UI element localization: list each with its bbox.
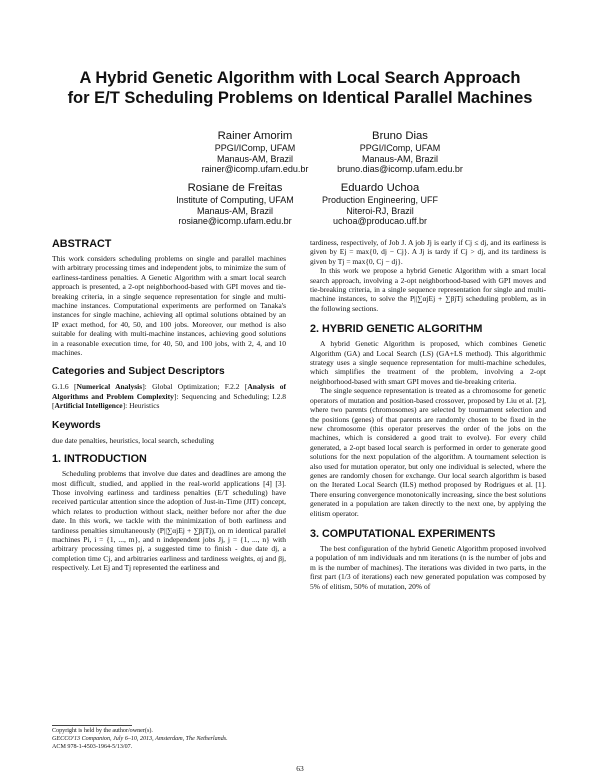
- title-line-2: for E/T Scheduling Problems on Identical Parallel Machines: [67, 89, 533, 107]
- author-email: rosiane@icomp.ufam.edu.br: [178, 216, 292, 227]
- category-rest: ]: Sequencing and Scheduling; I.2.8 [: [52, 391, 287, 411]
- category-rest: ]: Global Optimization; F.2.2 [: [142, 382, 248, 392]
- section-3-paragraph: The best configuration of the hybrid Genetic Algorithm proposed involved a population of nm individuals and nm iterations (n is the number of jobs and m is the number of machines). The iterations was divided in two parts, in the first part (1/3 of iterations) each new generated population was composed by 5% of elitism, 50% of mutation, 20% of: [310, 543, 546, 591]
- category-bold: Artificial Intelligence: [54, 401, 123, 411]
- title-line-1: A Hybrid Genetic Algorithm with Local Search Approach: [79, 69, 521, 87]
- category-bold: Numerical Analysis: [76, 382, 143, 392]
- footnote-rule: [52, 725, 132, 726]
- author-affiliation: Institute of Computing, UFAM: [176, 195, 294, 205]
- author-location: Manaus-AM, Brazil: [196, 205, 274, 216]
- right-column: [310, 238, 546, 591]
- author-block-4: [295, 182, 465, 227]
- left-column: [52, 238, 286, 573]
- author-block-2: [310, 130, 490, 175]
- copyright-footnote: [52, 728, 302, 751]
- author-email: uchoa@producao.uff.br: [332, 216, 428, 227]
- keywords-heading: Keywords: [52, 419, 101, 431]
- author-email: rainer@icomp.ufam.edu.br: [201, 164, 309, 175]
- section-2-paragraph-1: A hybrid Genetic Algorithm is proposed, which combines Genetic Algorithm (GA) and Local Search (LS) (GA+LS method). This algorithmic strategy uses a single sequence representation for multi-machine schedules, which simplifies the treatment of the problem, involving a 2-opt neighborhood-based with smart GPI moves and tie-breaking criteria.: [310, 339, 546, 386]
- category-code: G.1.6 [: [52, 382, 77, 392]
- introduction-heading: 1. INTRODUCTION: [52, 453, 147, 466]
- section-2-paragraph-2: The single sequence representation is treated as a chromosome for genetic operators of mutation and position-based crossover, proposed by Liu et al. [2], where two parents (chromosomes) are selected by tournament selection and the positions (genes) of that parents are randomly chosen to be fixed in the new chromosome (this operator preserves the order of the jobs on the machines, which is considered a good trait to evolve). For every child generated, a 2-opt based local search is performed in order to generate good solutions for the next population of the algorithm. A tournament selection is also used for mutation operator, but only one individual is selected, where the genes are randomly chosen for exchange. Our local search algorithm is based on the Iterated Local Search (ILS) method proposed by Rodrigues et al. [1]. There ensuring convergence monotonically increasing, since the best solutions generated in a population are taken directly to the next one, by applying the elitism operator.: [310, 386, 546, 518]
- acm-isbn-line: ACM 978-1-4503-1964-5/13/07.: [52, 743, 133, 750]
- author-affiliation: PPGI/IComp, UFAM: [359, 143, 441, 153]
- author-name: Rosiane de Freitas: [187, 182, 283, 194]
- author-location: Niteroi-RJ, Brazil: [346, 205, 414, 216]
- intro-proposal-paragraph: In this work we propose a hybrid Genetic Algorithm with a smart local search approach, involving a 2-opt neighborhood-based with GPI moves and tie-breaking criteria, in a single sequence representation for single and multi-machine instances, to solve the P||∑αjEj + ∑βjTj scheduling problem, as in the following sections.: [310, 266, 546, 313]
- section-2-heading: 2. HYBRID GENETIC ALGORITHM: [310, 323, 483, 336]
- paper-title: [40, 68, 560, 108]
- author-affiliation: Production Engineering, UFF: [321, 195, 439, 205]
- introduction-paragraph: Scheduling problems that involve due dates and deadlines are among the most difficult, studied, and applied in the real-world applications [4] [3]. Those involving earliness and tardiness penalties (E/T scheduling) have received particular attention since the adoption of Just-in-Time (JIT) concept, which relates to production without slack, neither before nor after the due date. In this work, we tackle with the minimization of both earliness and tardiness penalties simultaneously (P||∑αjEj + ∑βjTj), on m identical parallel machines Pi, i = {1, ..., m}, and n independent jobs Jj, j = {1, ..., n} with arbitrary processing times pj, a suggested time to finish - due date dj, a completion time Cj, and arbitraries earliness and tardiness weights, αj and βj, respectively. Let Ej and Tj represented the earliness and: [52, 469, 286, 573]
- abstract-text: This work considers scheduling problems on single and parallel machines with arbitrary processing times and independent jobs, to minimize the sum of earliness-tardiness penalties. A Genetic Algorithm with a smart local search approach is presented, a 2-opt neighborhood-based with GPI moves and tie-breaking criteria, in a single sequence representation for single and multi-machine instances. Computational experiments are performed on Tanaka's instances for single machine, achieving all optimal solutions obtained by an IP exact method, for 40, 50, and 100 jobs. Moreover, our method is also suitable for dealing with multi-machine instances, achieving good solutions in a reasonable execution time, for 40, 50, and 100 jobs, with 2, 4, and 10 machines.: [52, 254, 286, 358]
- section-3-heading: 3. COMPUTATIONAL EXPERIMENTS: [310, 527, 496, 540]
- author-email: bruno.dias@icomp.ufam.edu.br: [337, 164, 463, 175]
- author-name: Eduardo Uchoa: [340, 182, 420, 194]
- categories-text: [52, 382, 286, 410]
- author-name: Bruno Dias: [372, 130, 428, 142]
- abstract-heading: ABSTRACT: [52, 238, 112, 250]
- copyright-line: Copyright is held by the author/owner(s).: [52, 728, 153, 734]
- page-number: 63: [296, 764, 304, 773]
- category-bold: Analysis of Algorithms and Problem Complexity: [52, 382, 286, 401]
- intro-continued-paragraph: tardiness, respectively, of Job J. A job Jj is early if Cj ≤ dj, and its earliness is given by Ej = max{0, dj − Cj}. A Jj is tardy if Cj > dj, and its tardiness is given by Tj = max{0, Cj − dj}.: [310, 238, 546, 266]
- keywords-text: due date penalties, heuristics, local search, scheduling: [52, 435, 214, 445]
- conference-line: GECCO'13 Companion, July 6–10, 2013, Amsterdam, The Netherlands.: [52, 735, 228, 742]
- author-name: Rainer Amorim: [217, 130, 293, 142]
- categories-heading: Categories and Subject Descriptors: [52, 366, 225, 378]
- author-location: Manaus-AM, Brazil: [216, 153, 294, 164]
- category-rest: ]: Heuristics: [122, 401, 160, 411]
- author-affiliation: PPGI/IComp, UFAM: [214, 143, 296, 153]
- author-location: Manaus-AM, Brazil: [361, 153, 439, 164]
